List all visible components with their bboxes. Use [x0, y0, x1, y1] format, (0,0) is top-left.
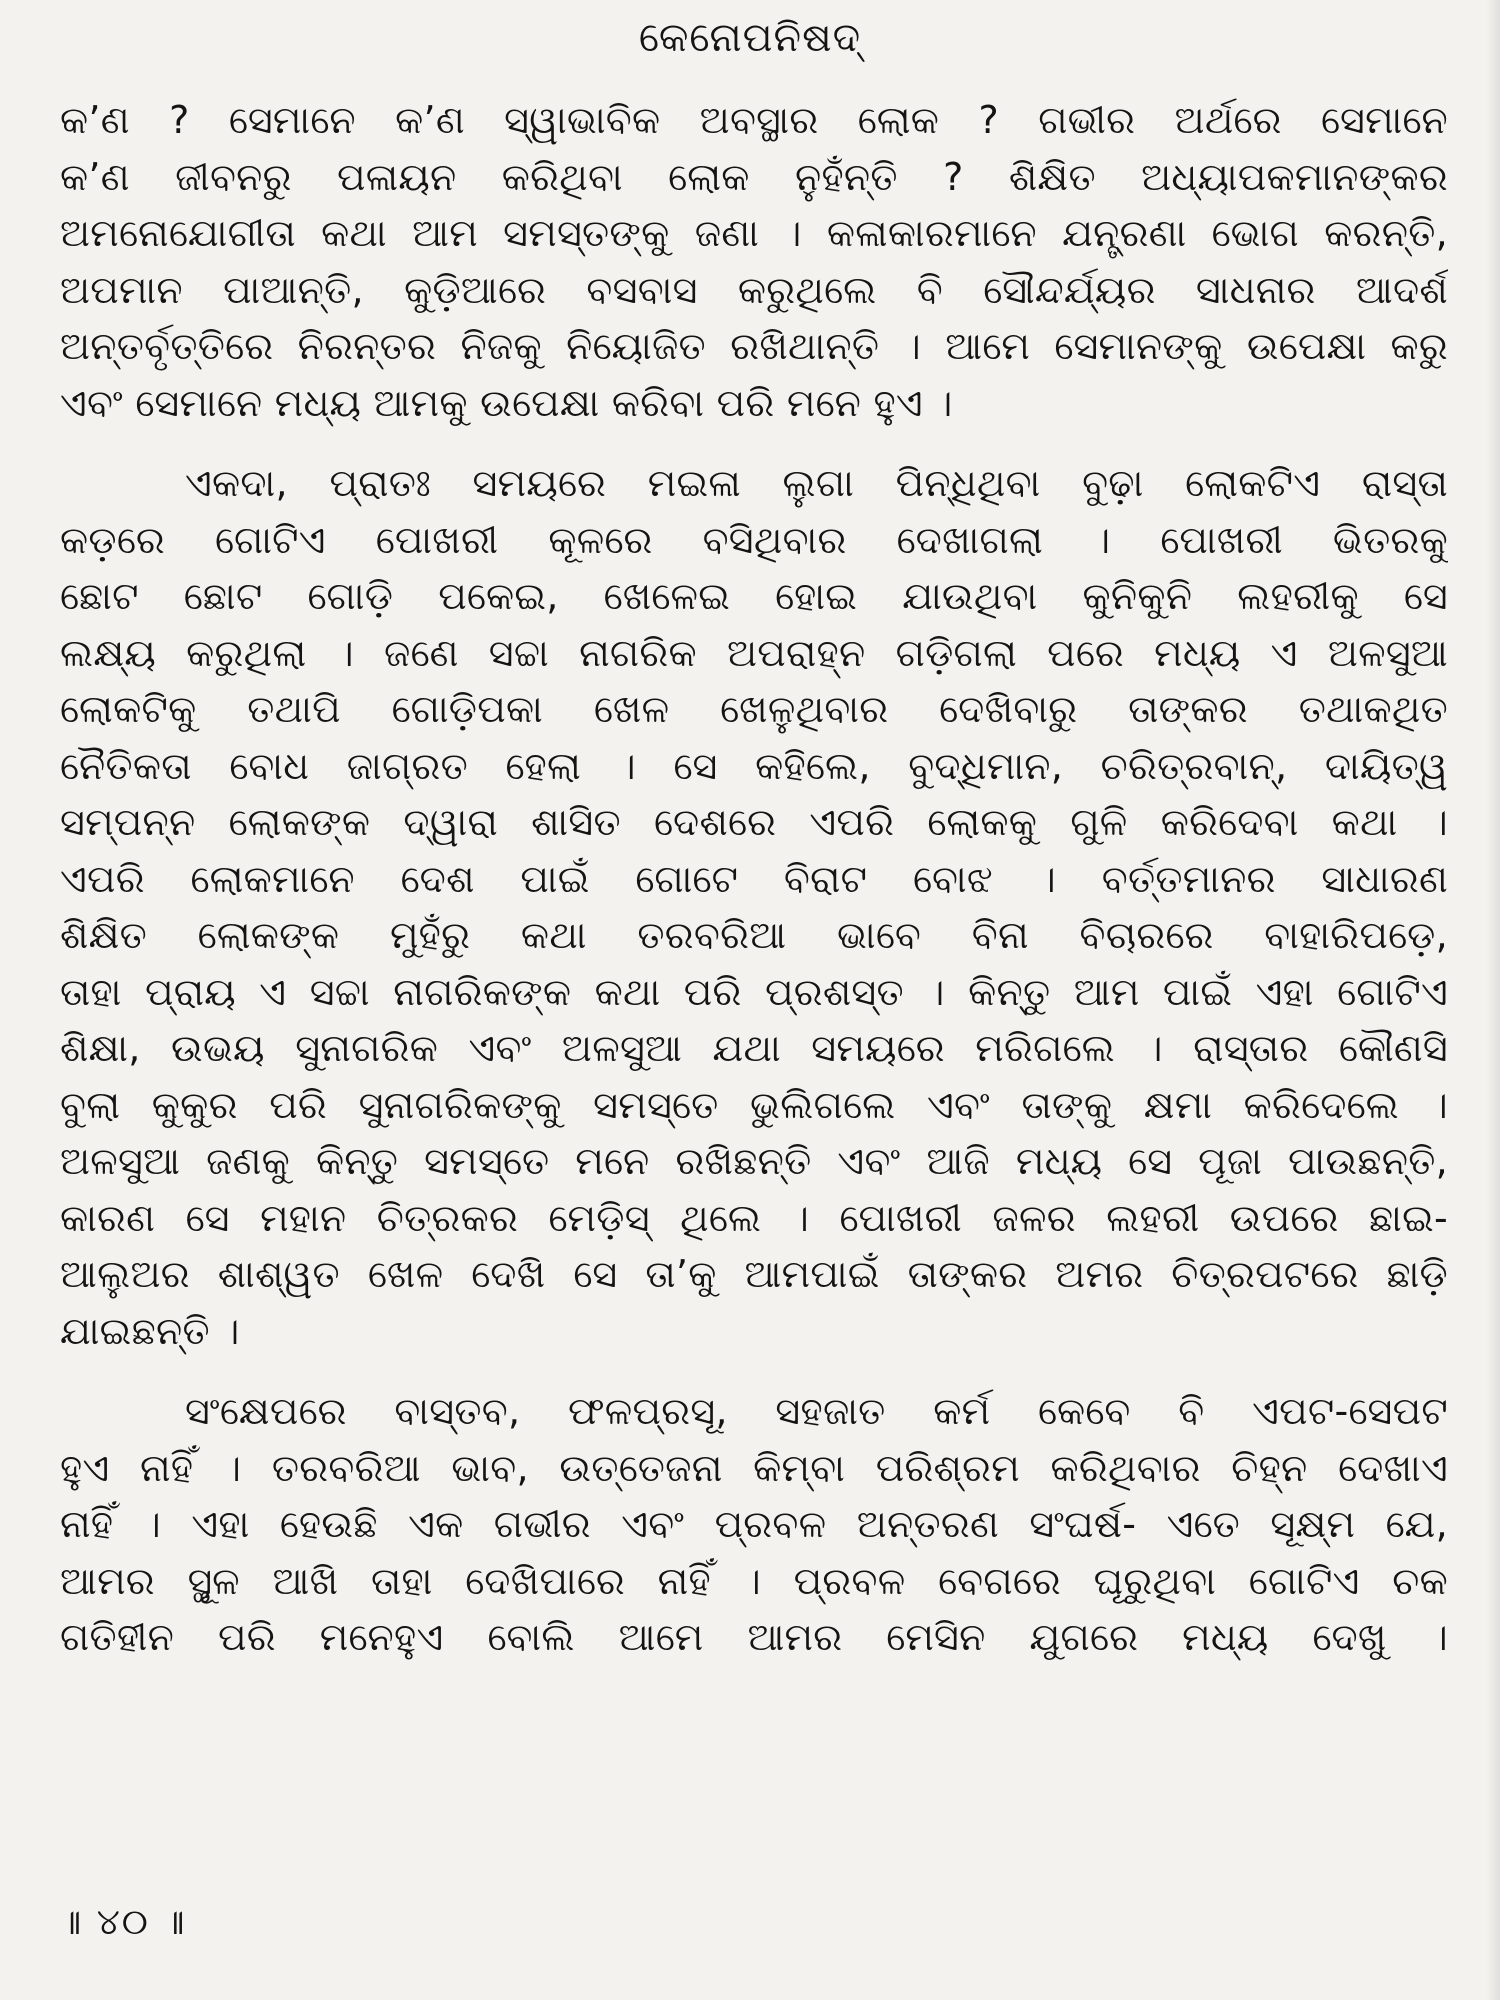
text-line: ଅଳସୁଆ ଜଣକୁ କିନ୍ତୁ ସମସ୍ତେ ମନେ ରଖିଛନ୍ତି ଏବଂ ଆଜି ମଧ୍ୟ ସେ ପୂଜା ପାଉଛନ୍ତି,	[60, 1139, 1448, 1183]
text-line: ଏପରି ଲୋକମାନେ ଦେଶ ପାଇଁ ଗୋଟେ ବିରାଟ ବୋଝ । ବର୍ତ୍ତମାନର ସାଧାରଣ	[60, 856, 1448, 901]
page-number: ॥ ୪୦ ॥	[60, 1902, 187, 1943]
text-line: ଛୋଟ ଛୋଟ ଗୋଡ଼ି ପକେଇ, ଖେଳେଇ ହୋଇ ଯାଉଥିବା କୁନିକୁନି ଲହରୀକୁ ସେ	[60, 574, 1448, 618]
text-line: ନାହିଁ । ଏହା ହେଉଛି ଏକ ଗଭୀର ଏବଂ ପ୍ରବଳ ଅନ୍ତରଣ ସଂଘର୍ଷ- ଏତେ ସୂକ୍ଷ୍ମ ଯେ,	[60, 1502, 1448, 1546]
paragraph-2	[60, 455, 1448, 1359]
text-line: ହୁଏ ନାହିଁ । ତରବରିଆ ଭାବ, ଉତ୍ତେଜନା କିମ୍ବା ପରିଶ୍ରମ କରିଥିବାର ଚିହ୍ନ ଦେଖାଏ	[60, 1445, 1448, 1490]
text-line: କାରଣ ସେ ମହାନ ଚିତ୍ରକର ମେଡ଼ିସ୍ ଥିଲେ । ପୋଖରୀ ଜଳର ଲହରୀ ଉପରେ ଛାଇ-	[60, 1195, 1448, 1240]
text-line: ଶିକ୍ଷା, ଉଭୟ ସୁନାଗରିକ ଏବଂ ଅଳସୁଆ ଯଥା ସମୟରେ ମରିଗଲେ । ରାସ୍ତାର କୌଣସି	[60, 1026, 1448, 1070]
text-line: ଯାଇଛନ୍ତି ।	[60, 1308, 240, 1353]
paragraph-3	[60, 1383, 1448, 1666]
text-line: ଆମର ସ୍ଥୂଳ ଆଖି ତାହା ଦେଖିପାରେ ନାହିଁ । ପ୍ରବଳ ବେଗରେ ଘୂରୁଥିବା ଗୋଟିଏ ଚକ	[60, 1558, 1448, 1603]
running-head: କେନୋପନିଷଦ୍	[638, 15, 862, 61]
body-text	[60, 92, 1448, 1666]
text-line: ଅମନୋଯୋଗୀତା କଥା ଆମ ସମସ୍ତଙ୍କୁ ଜଣା । କଳାକାରମାନେ ଯନ୍ତ୍ରଣା ଭୋଗ କରନ୍ତି,	[60, 211, 1448, 255]
text-line: କ’ଣ ? ସେମାନେ କ’ଣ ସ୍ୱାଭାବିକ ଅବସ୍ଥାର ଲୋକ ? ଗଭୀର ଅର୍ଥରେ ସେମାନେ	[60, 98, 1448, 142]
text-line: ସମ୍ପନ୍ନ ଲୋକଙ୍କ ଦ୍ୱାରା ଶାସିତ ଦେଶରେ ଏପରି ଲୋକକୁ ଗୁଳି କରିଦେବା କଥା ।	[60, 800, 1448, 844]
text-line: କ’ଣ ଜୀବନରୁ ପଳାୟନ କରିଥିବା ଲୋକ ନୁହଁନ୍ତି ? ଶିକ୍ଷିତ ଅଧ୍ୟାପକମାନଙ୍କର	[60, 154, 1448, 199]
text-line: ବୁଲା କୁକୁର ପରି ସୁନାଗରିକଙ୍କୁ ସମସ୍ତେ ଭୁଲିଗଲେ ଏବଂ ତାଙ୍କୁ କ୍ଷମା କରିଦେଲେ ।	[60, 1082, 1448, 1127]
text-line: କଡ଼ରେ ଗୋଟିଏ ପୋଖରୀ କୂଳରେ ବସିଥିବାର ଦେଖାଗଲା । ପୋଖରୀ ଭିତରକୁ	[60, 517, 1448, 562]
text-line: ଲକ୍ଷ୍ୟ କରୁଥିଲା । ଜଣେ ସଚ୍ଚା ନାଗରିକ ଅପରାହ୍ନ ଗଡ଼ିଗଲା ପରେ ମଧ୍ୟ ଏ ଅଳସୁଆ	[60, 630, 1448, 675]
text-line: ଏକଦା, ପ୍ରାତଃ ସମୟରେ ମଇଳା ଲୁଗା ପିନ୍ଧିଥିବା ବୁଢ଼ା ଲୋକଟିଏ ରାସ୍ତା	[185, 461, 1448, 505]
text-line: ଗତିହୀନ ପରି ମନେହୁଏ ବୋଲି ଆମେ ଆମର ମେସିନ ଯୁଗରେ ମଧ୍ୟ ଦେଖୁ ।	[60, 1615, 1448, 1659]
text-line: ତାହା ପ୍ରାୟ ଏ ସଚ୍ଚା ନାଗରିକଙ୍କ କଥା ପରି ପ୍ରଶସ୍ତ । କିନ୍ତୁ ଆମ ପାଇଁ ଏହା ଗୋଟିଏ	[60, 969, 1448, 1014]
text-line: ଶିକ୍ଷିତ ଲୋକଙ୍କ ମୁହଁରୁ କଥା ତରବରିଆ ଭାବେ ବିନା ବିଚାରରେ ବାହାରିପଡ଼େ,	[60, 913, 1448, 957]
text-line: ଆଲୁଅର ଶାଶ୍ୱତ ଖେଳ ଦେଖି ସେ ତା’କୁ ଆମପାଇଁ ତାଙ୍କର ଅମର ଚିତ୍ରପଟରେ ଛାଡ଼ି	[60, 1252, 1448, 1296]
text-line: ଅପମାନ ପାଆନ୍ତି, କୁଡ଼ିଆରେ ବସବାସ କରୁଥିଲେ ବି ସୌନ୍ଦର୍ଯ୍ୟର ସାଧନାର ଆଦର୍ଶ	[60, 267, 1448, 312]
page-edge-shadow	[1486, 0, 1500, 2000]
text-line: ଏବଂ ସେମାନେ ମଧ୍ୟ ଆମକୁ ଉପେକ୍ଷା କରିବା ପରି ମନେ ହୁଏ ।	[60, 380, 953, 425]
text-line: ଅନ୍ତର୍ବୃତ୍ତିରେ ନିରନ୍ତର ନିଜକୁ ନିୟୋଜିତ ରଖିଥାନ୍ତି । ଆମେ ସେମାନଙ୍କୁ ଉପେକ୍ଷା କରୁ	[60, 324, 1448, 368]
text-line: ନୈତିକତା ବୋଧ ଜାଗ୍ରତ ହେଲା । ସେ କହିଲେ, ବୁଦ୍ଧିମାନ, ଚରିତ୍ରବାନ୍, ଦାୟିତ୍ୱ	[60, 743, 1448, 788]
text-line: ସଂକ୍ଷେପରେ ବାସ୍ତବ, ଫଳପ୍ରସୂ, ସହଜାତ କର୍ମ କେବେ ବି ଏପଟ-ସେପଟ	[185, 1389, 1448, 1433]
text-line: ଲୋକଟିକୁ ତଥାପି ଗୋଡ଼ିପକା ଖେଳ ଖେଳୁଥିବାର ଦେଖିବାରୁ ତାଙ୍କର ତଥାକଥିତ	[60, 687, 1448, 731]
paragraph-1	[60, 92, 1448, 431]
